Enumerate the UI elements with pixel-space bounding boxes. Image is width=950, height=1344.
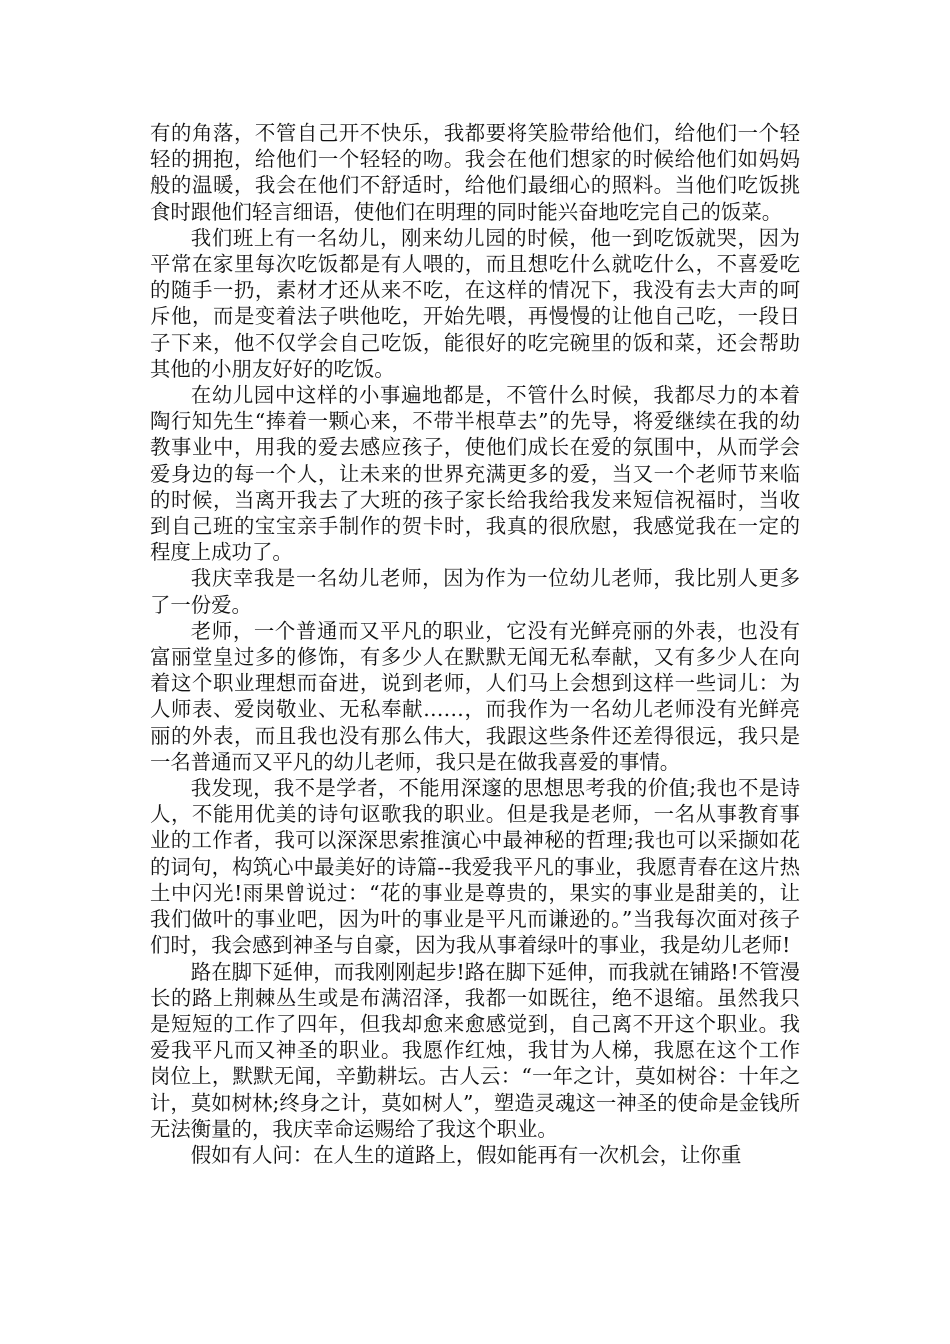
paragraph-3: 在幼儿园中这样的小事遍地都是，不管什么时候，我都尽力的本着陶行知先生“捧着一颗心来，不带半根草去”的先导，将爱继续在我的幼教事业中，用我的爱去感应孩子，使他们成长在爱的氛围中，从而学会爱身边的每一个人，让未来的世界充满更多的爱，当又一个老师节来临的时候，当离开我去了大班的孩子家长给我给我发来短信祝福时，当收到自己班的宝宝亲手制作的贺卡时，我真的很欣慰，我感觉我在一定的程度上成功了。 [150, 383, 800, 565]
document-body [150, 120, 800, 1168]
paragraph-7: 路在脚下延伸，而我刚刚起步!路在脚下延伸，而我就在铺路!不管漫长的路上荆棘丛生或是布满沼泽，我都一如既往，绝不退缩。虽然我只是短短的工作了四年，但我却愈来愈感觉到，自己离不开这个职业。我爱我平凡而又神圣的职业。我愿作红烛，我甘为人梯，我愿在这个工作岗位上，默默无闻，辛勤耕坛。古人云：“一年之计，莫如树谷：十年之计，莫如树林;终身之计，莫如树人”，塑造灵魂这一神圣的使命是金钱所无法衡量的，我庆幸命运赐给了我这个职业。 [150, 959, 800, 1141]
paragraph-2: 我们班上有一名幼儿，刚来幼儿园的时候，他一到吃饭就哭，因为平常在家里每次吃饭都是有人喂的，而且想吃什么就吃什么，不喜爱吃的随手一扔，素材才还从来不吃，在这样的情况下，我没有去大声的呵斥他，而是变着法子哄他吃，开始先喂，再慢慢的让他自己吃，一段日子下来，他不仅学会自己吃饭，能很好的吃完碗里的饭和菜，还会帮助其他的小朋友好好的吃饭。 [150, 225, 800, 381]
paragraph-4: 我庆幸我是一名幼儿老师，因为作为一位幼儿老师，我比别人更多了一份爱。 [150, 566, 800, 617]
paragraph-1: 有的角落，不管自己开不快乐，我都要将笑脸带给他们，给他们一个轻轻的拥抱，给他们一个轻轻的吻。我会在他们想家的时候给他们如妈妈般的温暖，我会在他们不舒适时，给他们最细心的照料。当他们吃饭挑食时跟他们轻言细语，使他们在明理的同时能兴奋地吃完自己的饭菜。 [150, 121, 800, 224]
paragraph-8: 假如有人问：在人生的道路上，假如能再有一次机会，让你重 [190, 1142, 742, 1167]
paragraph-6: 我发现，我不是学者，不能用深邃的思想思考我的价值;我也不是诗人，不能用优美的诗句讴歌我的职业。但是我是老师，一名从事教育事业的工作者，我可以深深思索推演心中最神秘的哲理;我也可以采撷如花的词句，构筑心中最美好的诗篇--我爱我平凡的事业，我愿青春在这片热土中闪光!雨果曾说过：“花的事业是尊贵的，果实的事业是甜美的，让我们做叶的事业吧，因为叶的事业是平凡而谦逊的。”当我每次面对孩子们时，我会感到神圣与自豪，因为我从事着绿叶的事业，我是幼儿老师! [150, 776, 800, 958]
paragraph-5: 老师，一个普通而又平凡的职业，它没有光鲜亮丽的外表，也没有富丽堂皇过多的修饰，有多少人在默默无闻无私奉献，又有多少人在向着这个职业理想而奋进，说到老师，人们马上会想到这样一些词儿：为人师表、爱岗敬业、无私奉献……，而我作为一名幼儿老师没有光鲜亮丽的外表，而且我也没有那么伟大，我跟这些条件还差得很远，我只是一名普通而又平凡的幼儿老师，我只是在做我喜爱的事情。 [150, 618, 800, 774]
